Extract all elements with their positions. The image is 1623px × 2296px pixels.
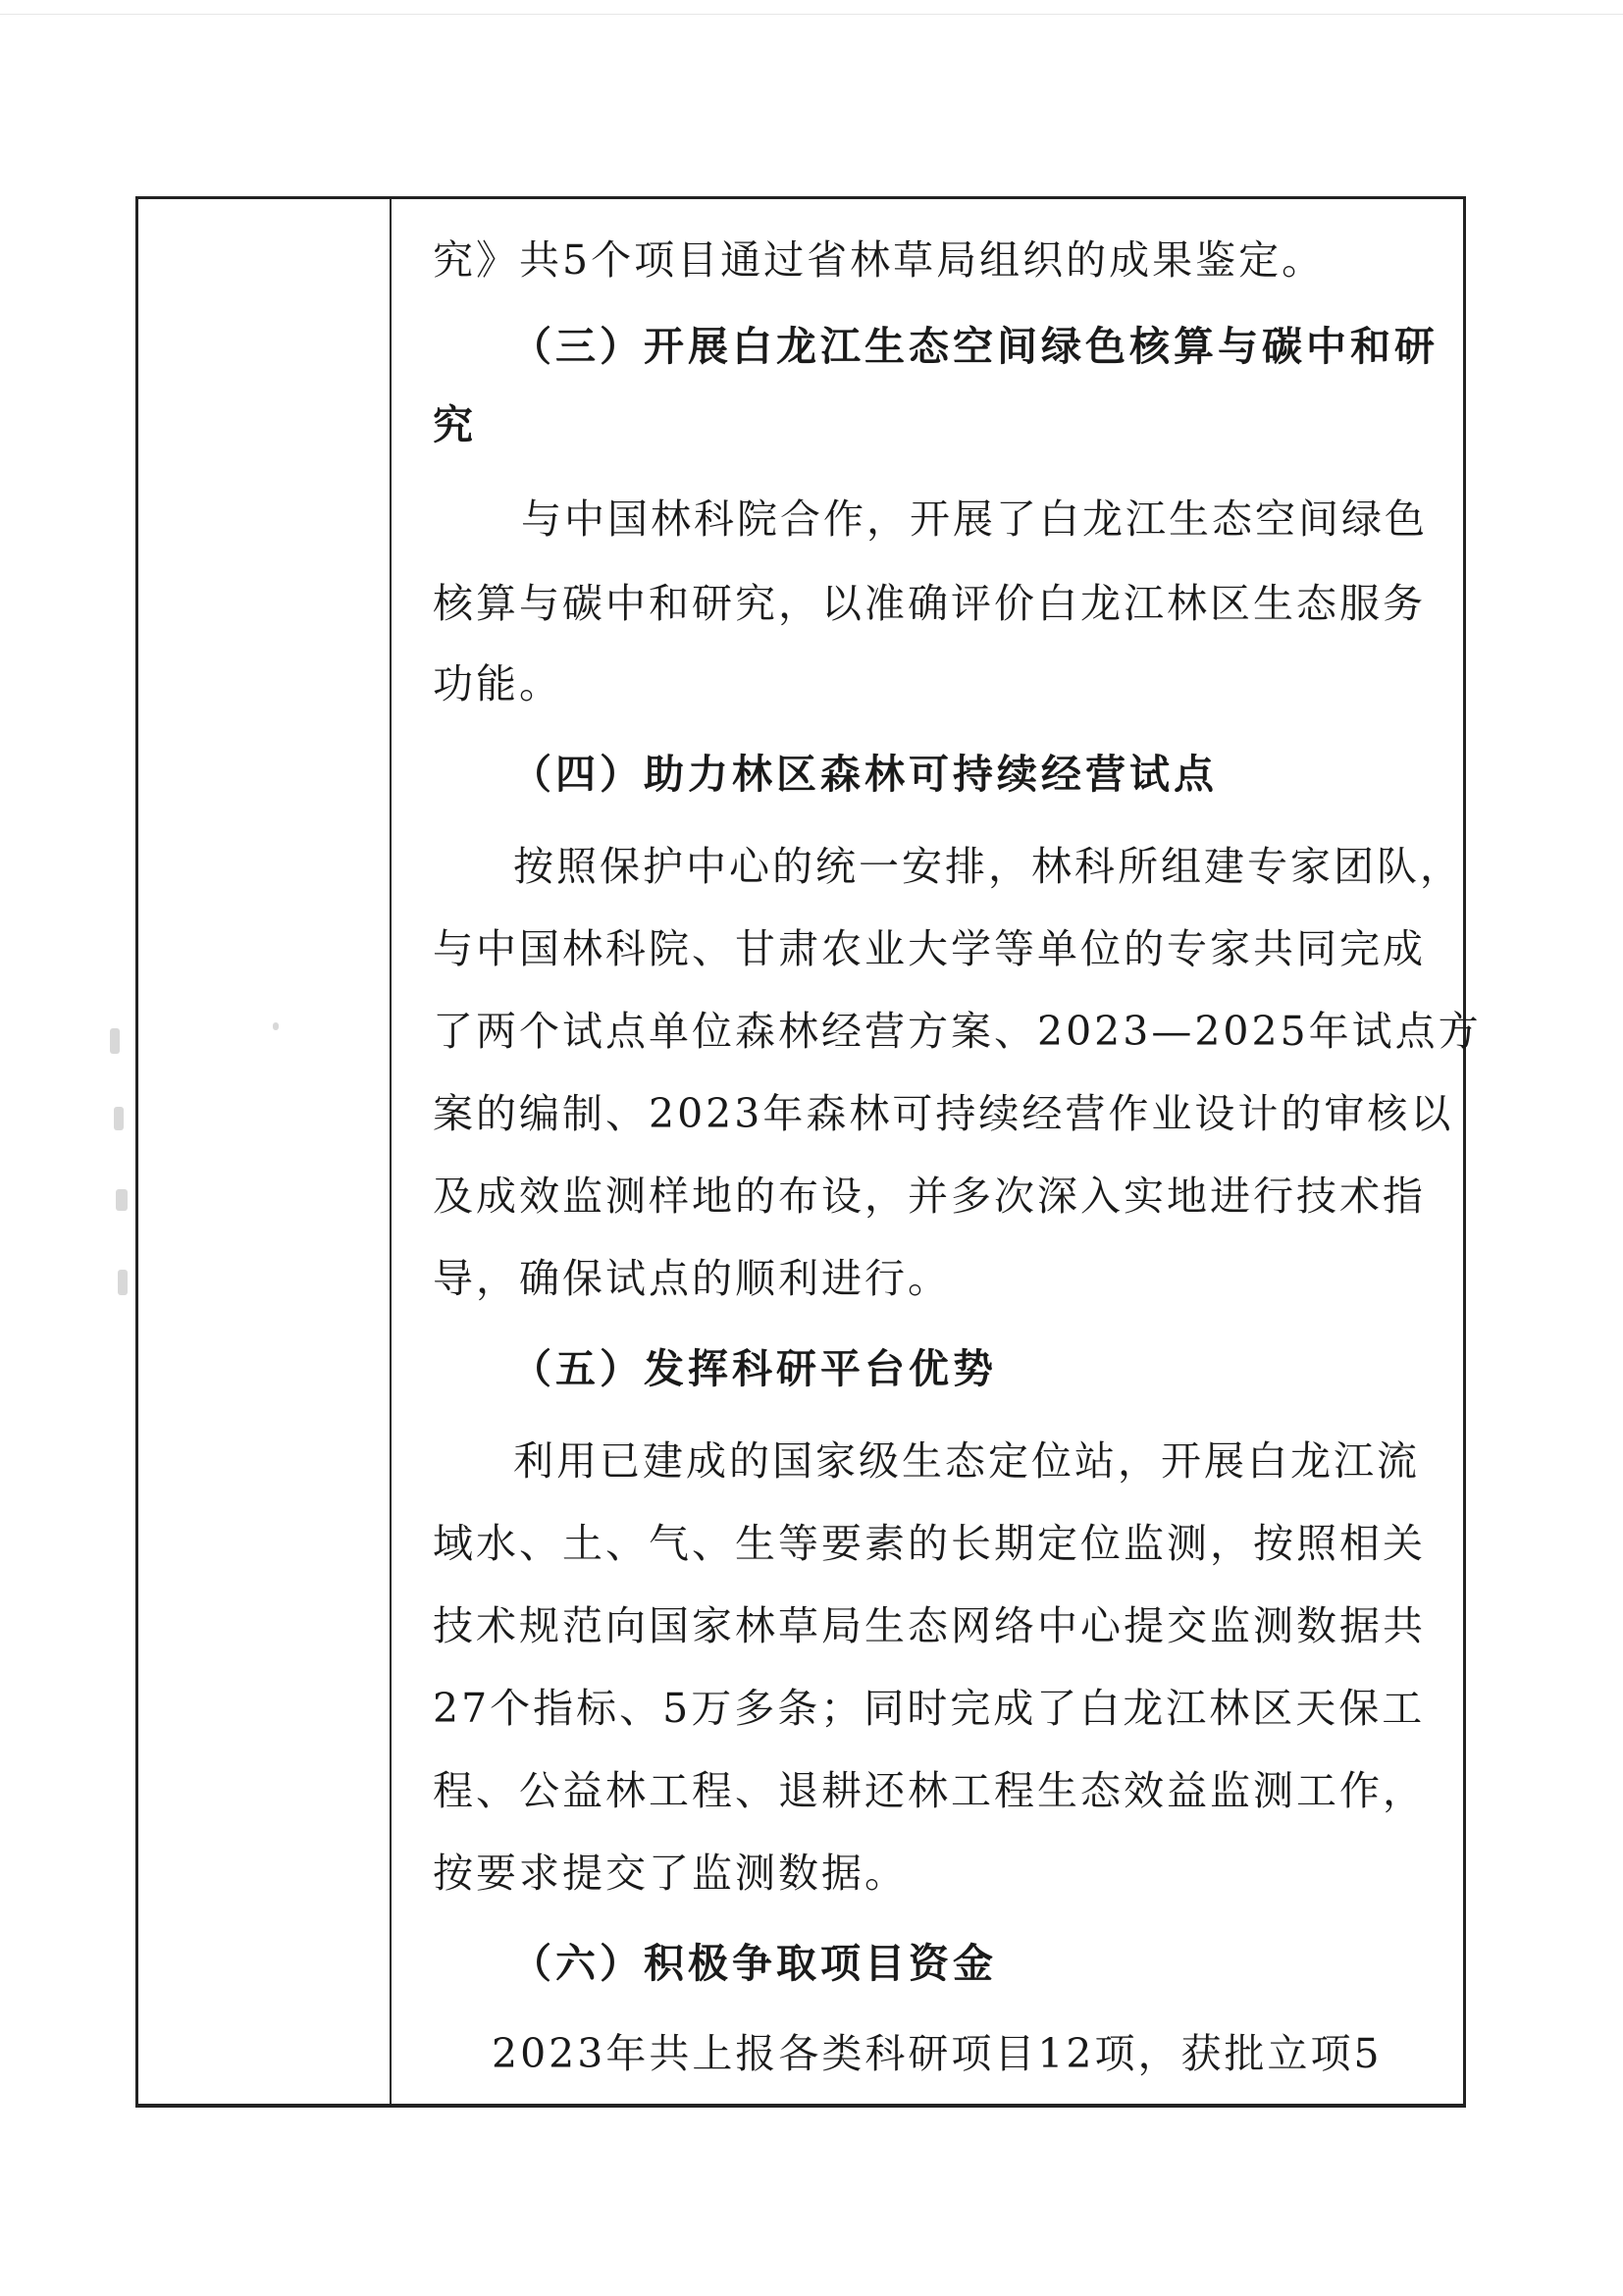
body-line: 技术规范向国家林草局生态网络中心提交监测数据共 [433, 1602, 1426, 1649]
body-line: 域水、土、气、生等要素的长期定位监测，按照相关 [433, 1520, 1426, 1567]
body-line: 与中国林科院合作，开展了白龙江生态空间绿色 [521, 496, 1428, 543]
body-line: 及成效监测样地的布设，并多次深入实地进行技术指 [433, 1173, 1426, 1220]
scan-artifact [110, 1028, 120, 1054]
section-heading-3-continued: 究 [433, 401, 477, 448]
section-heading-5: （五）发挥科研平台优势 [511, 1345, 997, 1392]
section-heading-3: （三）开展白龙江生态空间绿色核算与碳中和研 [511, 323, 1439, 370]
body-line: 27个指标、5万多条；同时完成了白龙江林区天保工 [433, 1685, 1426, 1732]
body-line: 2023年共上报各类科研项目12项，获批立项5 [492, 2030, 1383, 2077]
body-line: 与中国林科院、甘肃农业大学等单位的专家共同完成 [433, 925, 1426, 972]
body-line: 功能。 [433, 660, 562, 707]
body-line: 究》共5个项目通过省林草局组织的成果鉴定。 [433, 236, 1326, 284]
body-line: 利用已建成的国家级生态定位站，开展白龙江流 [513, 1437, 1420, 1485]
body-line: 按照保护中心的统一安排，林科所组建专家团队， [513, 843, 1463, 890]
document-body [433, 199, 1482, 2104]
section-heading-4: （四）助力林区森林可持续经营试点 [511, 751, 1218, 798]
section-heading-6: （六）积极争取项目资金 [511, 1940, 997, 1987]
body-line: 案的编制、2023年森林可持续经营作业设计的审核以 [433, 1090, 1454, 1137]
document-table-frame [135, 196, 1482, 2108]
table-label-column [138, 199, 392, 2104]
body-line: 核算与碳中和研究，以准确评价白龙江林区生态服务 [433, 580, 1426, 627]
scan-artifact [116, 1189, 128, 1211]
scan-artifact [114, 1107, 124, 1130]
top-scan-rule [0, 14, 1623, 15]
body-line: 导，确保试点的顺利进行。 [433, 1255, 951, 1302]
scan-artifact [118, 1270, 128, 1295]
body-line: 程、公益林工程、退耕还林工程生态效益监测工作， [433, 1767, 1426, 1814]
body-line: 按要求提交了监测数据。 [433, 1850, 908, 1897]
body-line: 了两个试点单位森林经营方案、2023—2025年试点方 [433, 1008, 1482, 1055]
